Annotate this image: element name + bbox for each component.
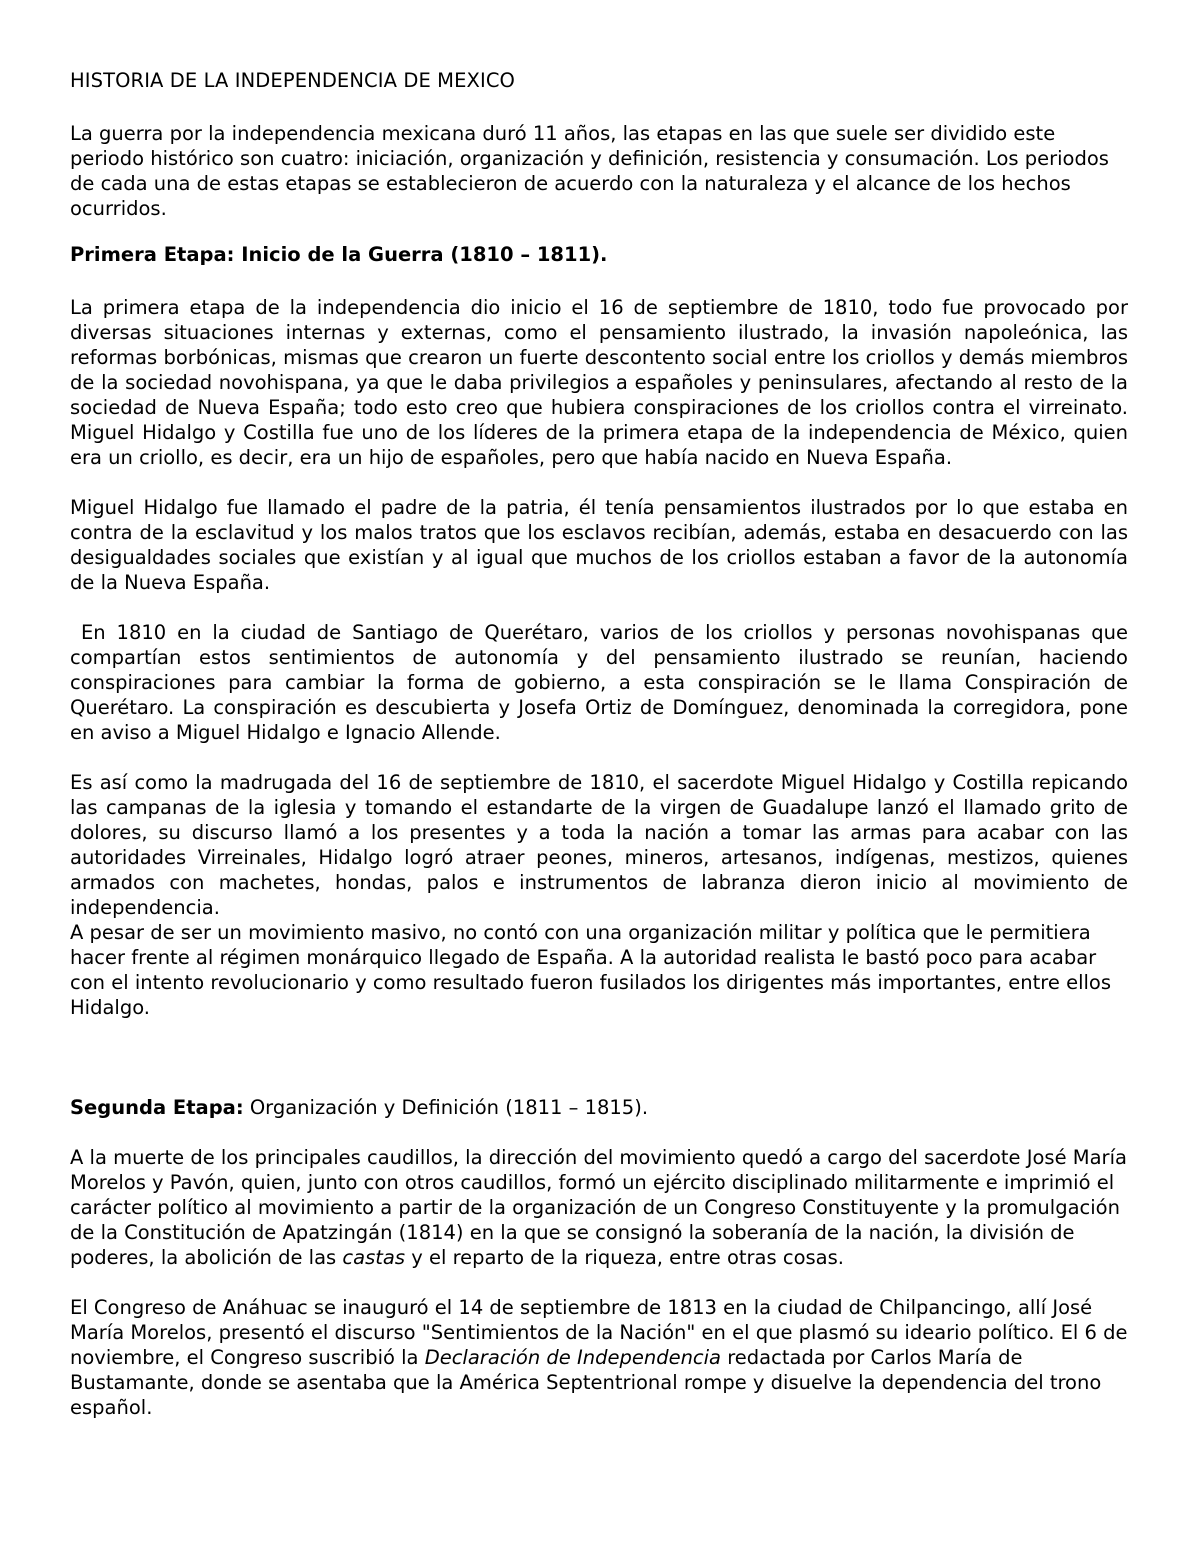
stage2-heading-rest: Organización y Definición (1811 – 1815). xyxy=(243,1096,649,1119)
stage2-p1-text-b: y el reparto de la riqueza, entre otras cosas. xyxy=(405,1246,844,1269)
stage2-p2-text-a: El Congreso de Anáhuac se inauguró el 14 de septiembre de 1813 en la ciudad de Chilpancingo, allí José María Morelos, presentó el discurso "Sentimientos de la Nación" en el que plasmó su ideario político. El 6 de noviembre, el Congreso suscribió la xyxy=(70,1296,1128,1369)
stage1-paragraph-5: A pesar de ser un movimiento masivo, no contó con una organización militar y política que le permitiera hacer frente al régimen monárquico llegado de España. A la autoridad realista le bastó poco para acabar con el intento revolucionario y como resultado fueron fusilados los dirigentes más importantes, entre ellos Hidalgo. xyxy=(70,921,1111,1019)
stage1-paragraph-2: Miguel Hidalgo fue llamado el padre de la patria, él tenía pensamientos ilustrados por lo que estaba en contra de la esclavitud y los malos tratos que los esclavos recibían, además, estaba en desacuerdo con las desigualdades sociales que existían y al igual que muchos de los criollos estaban a favor de la autonomía de la Nueva España. xyxy=(70,496,1128,594)
stage2-p2-text-b: redactada por Carlos María de Bustamante, donde se asentaba que la América Septentrional rompe y disuelve la dependencia del trono español. xyxy=(70,1346,1102,1419)
intro-paragraph: La guerra por la independencia mexicana duró 11 años, las etapas en las que suele ser dividido este periodo histórico son cuatro: iniciación, organización y definición, resistencia y consumación. Los periodos de cada una de estas etapas se establecieron de acuerdo con la naturaleza y el alcance de los hechos ocurridos. xyxy=(70,122,1109,220)
stage1-paragraph-3: En 1810 en la ciudad de Santiago de Querétaro, varios de los criollos y personas novohispanas que compartían estos sentimientos de autonomía y del pensamiento ilustrado se reunían, haciendo conspiraciones para cambiar la forma de gobierno, a esta conspiración se le llama Conspiración de Querétaro. La conspiración es descubierta y Josefa Ortiz de Domínguez, denominada la corregidora, pone en aviso a Miguel Hidalgo e Ignacio Allende. xyxy=(70,621,1135,744)
document-page xyxy=(70,68,1135,1420)
stage1-heading: Primera Etapa: Inicio de la Guerra (1810 – 1811). xyxy=(70,243,608,266)
stage2-heading-bold: Segunda Etapa: xyxy=(70,1096,244,1119)
document-title: HISTORIA DE LA INDEPENDENCIA DE MEXICO xyxy=(70,69,515,92)
stage2-p1-text-a: A la muerte de los principales caudillos, la dirección del movimiento quedó a cargo del sacerdote José María Morelos y Pavón, quien, junto con otros caudillos, formó un ejército disciplinado militarmente e imprimió el carácter político al movimiento a partir de la organización de un Congreso Constituyente y la promulgación de la Constitución de Apatzingán (1814) en la que se consignó la soberanía de la nación, la división de poderes, la abolición de las xyxy=(70,1146,1127,1269)
stage1-paragraph-1: La primera etapa de la independencia dio inicio el 16 de septiembre de 1810, todo fue provocado por diversas situaciones internas y externas, como el pensamiento ilustrado, la invasión napoleónica, las reformas borbónicas, mismas que crearon un fuerte descontento social entre los criollos y demás miembros de la sociedad novohispana, ya que le daba privilegios a españoles y peninsulares, afectando al resto de la sociedad de Nueva España; todo esto creo que hubiera conspiraciones de los criollos contra el virreinato. Miguel Hidalgo y Costilla fue uno de los líderes de la primera etapa de la independencia de México, quien era un criollo, es decir, era un hijo de españoles, pero que había nacido en Nueva España. xyxy=(70,296,1128,469)
stage2-paragraph-1 xyxy=(70,1145,1128,1270)
stage2-p1-italic: castas xyxy=(342,1246,406,1269)
stage2-heading xyxy=(70,1095,1128,1120)
stage2-p2-italic: Declaración de Independencia xyxy=(424,1346,722,1369)
stage1-paragraph-4: Es así como la madrugada del 16 de septiembre de 1810, el sacerdote Miguel Hidalgo y Costilla repicando las campanas de la iglesia y tomando el estandarte de la virgen de Guadalupe lanzó el llamado grito de dolores, su discurso llamó a los presentes y a toda la nación a tomar las armas para acabar con las autoridades Virreinales, Hidalgo logró atraer peones, mineros, artesanos, indígenas, mestizos, quienes armados con machetes, hondas, palos e instrumentos de labranza dieron inicio al movimiento de independencia. xyxy=(70,771,1128,919)
stage2-paragraph-2 xyxy=(70,1295,1128,1420)
